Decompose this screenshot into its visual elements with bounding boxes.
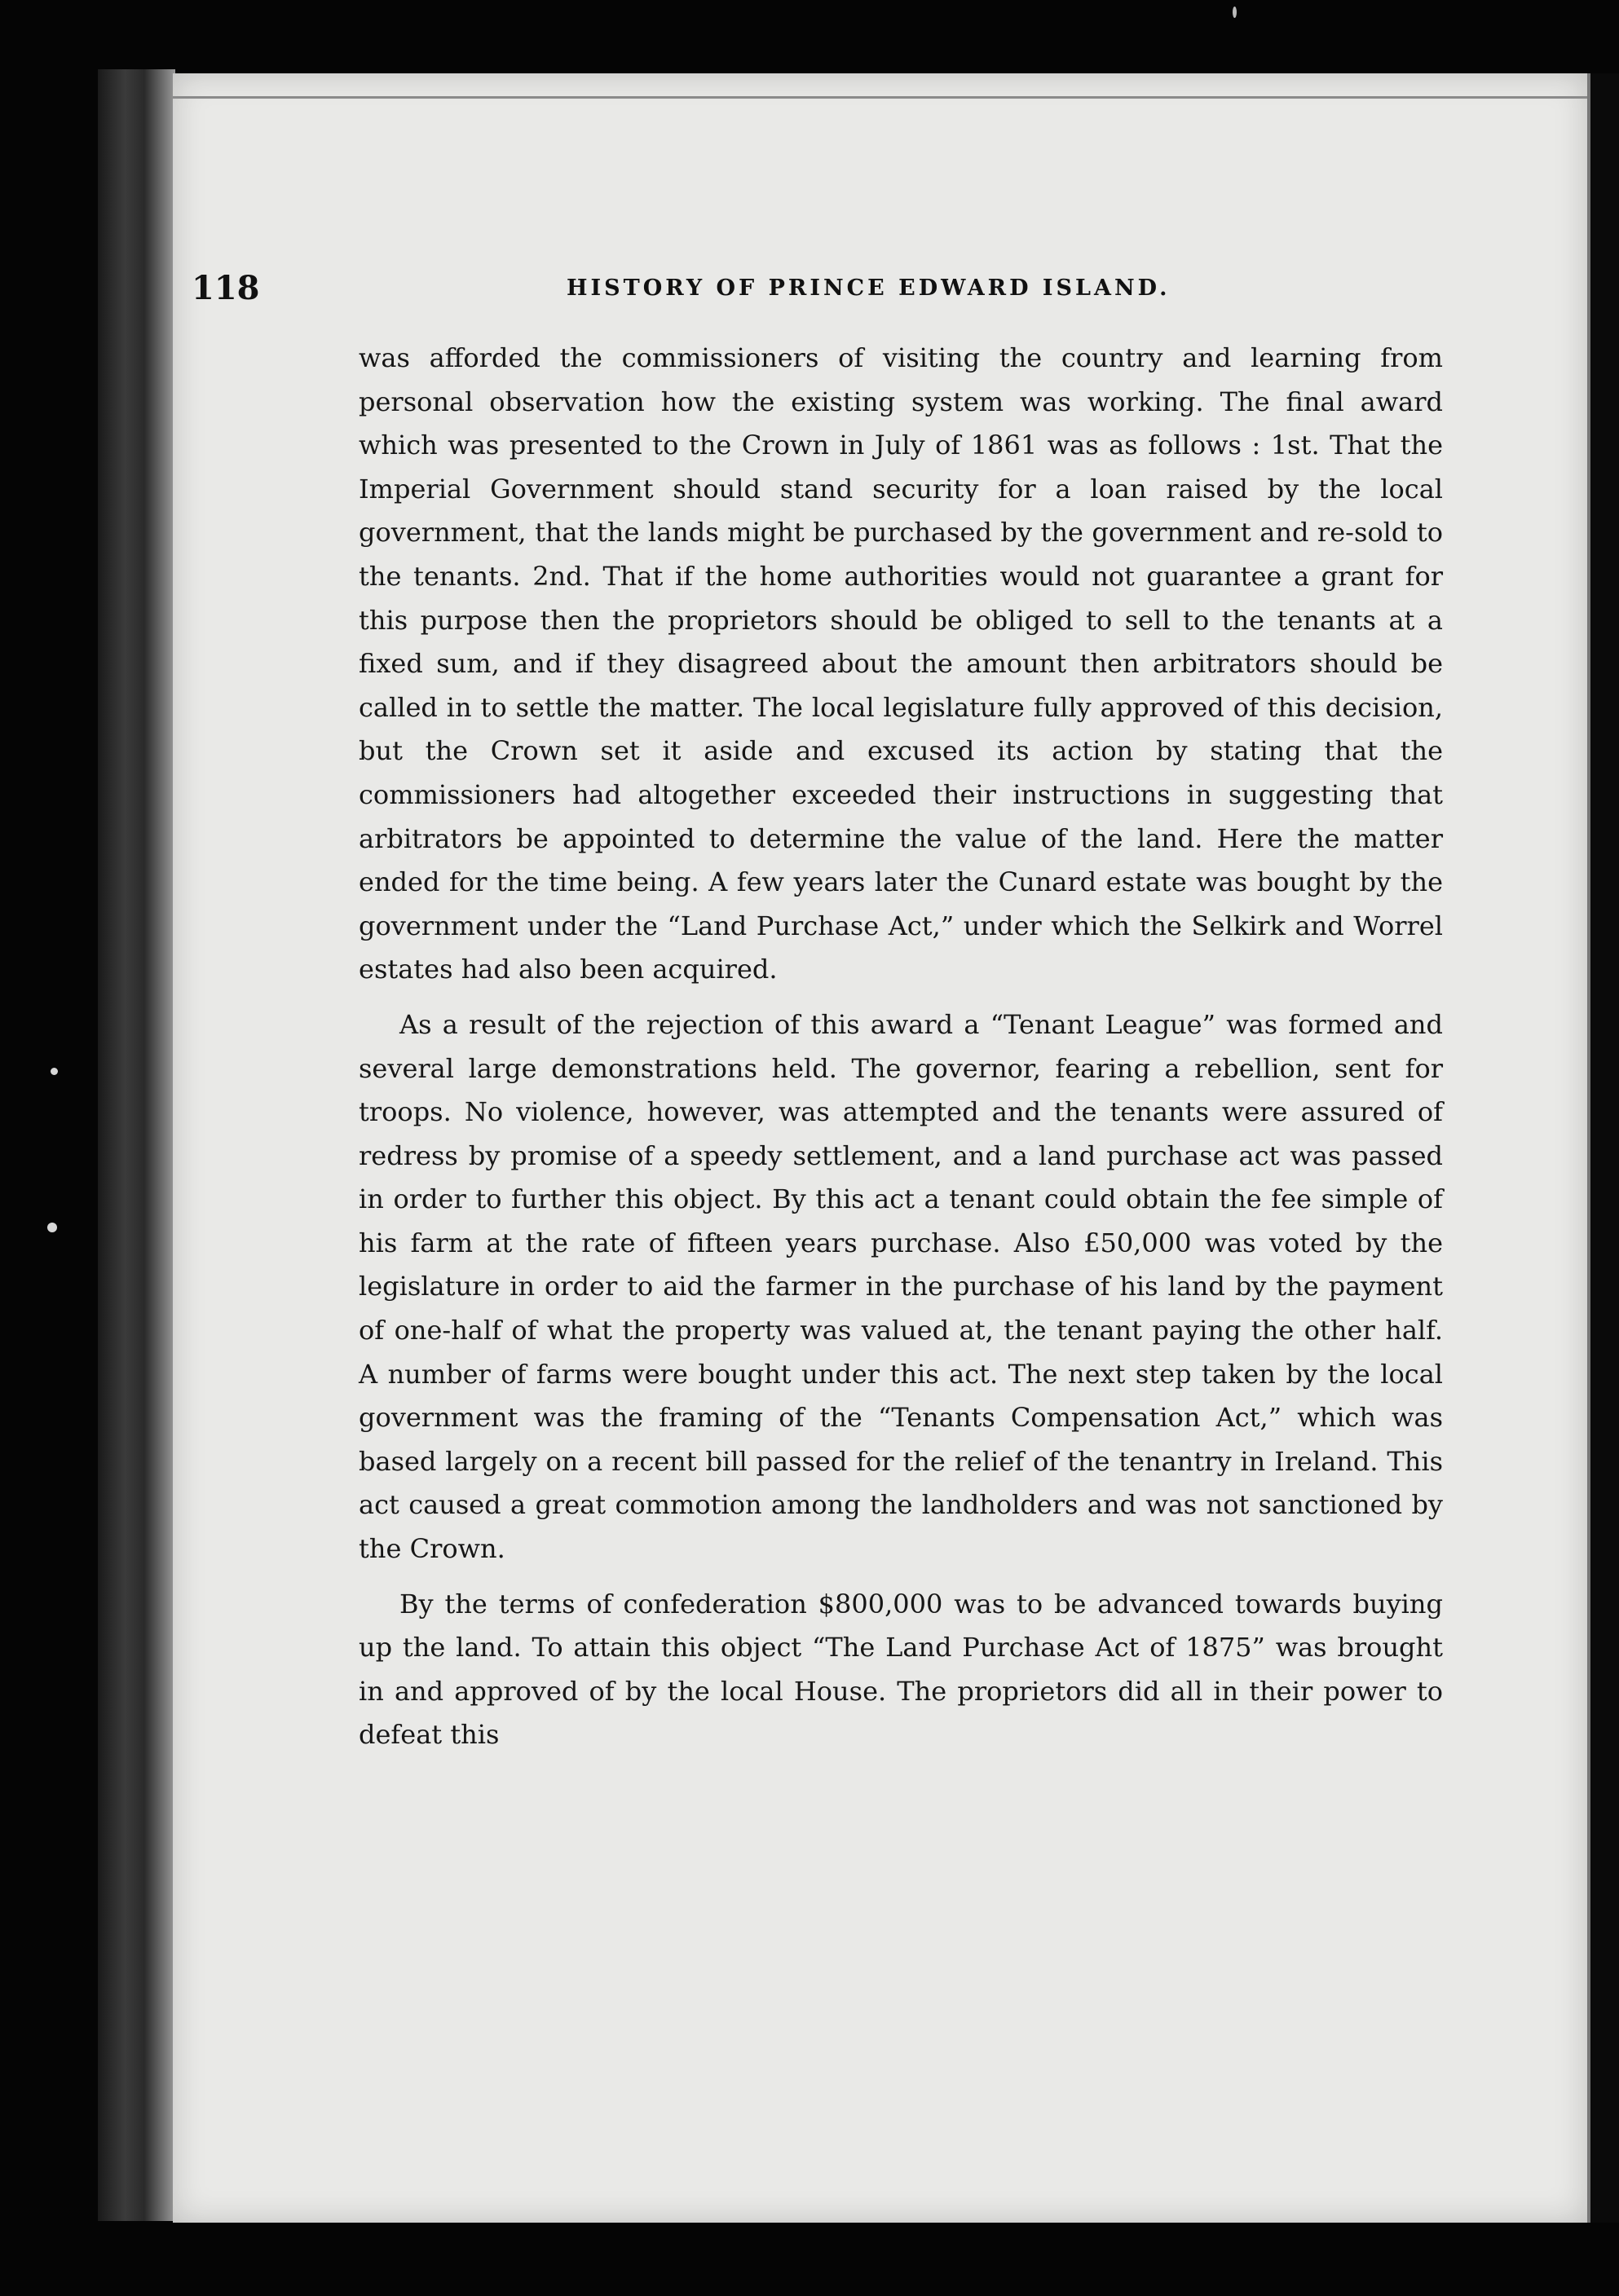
page-edge-line — [173, 96, 1587, 99]
book-binding-gutter — [98, 69, 175, 2221]
paragraph: By the terms of confederation $800,000 was to be advanced towards buying up the land. To attain this object “The Land Purchase Act of 1875” was brought in and approved of by the local House. The proprietors did all in their power to defeat this — [359, 1588, 1443, 1751]
page-right-edge — [1587, 73, 1619, 2223]
page-header — [192, 269, 1455, 318]
running-title: HISTORY OF PRINCE EDWARD ISLAND. — [567, 275, 1171, 301]
page-number: 118 — [192, 269, 260, 307]
paragraph: was afforded the commissioners of visiting the country and learning from personal observation how the existing system was working. The final award which was presented to the Crown in July of 1861 was as follows : 1st. That the Imperial Government should stand security for a loan raised by the local government, that the lands might be purchased by the government and re-sold to the tenants. 2nd. That if the home authorities would not guarantee a grant for this purpose then the proprietors should be obliged to sell to the tenants at a fixed sum, and if they disagreed about the amount then arbitrators should be called in to settle the matter. The local legislature fully approved of this decision, but the Crown set it aside and excused its action by stating that the commissioners had altogether exceeded their instructions in suggesting that arbitrators be appointed to determine the value of the land. Here the matter ended for the time being. A few years later the Cunard estate was bought by the government under the “Land Purchase Act,” under which the Selkirk and Worrel estates had also been acquired. — [359, 342, 1443, 985]
page-body — [359, 337, 1443, 1757]
paragraph: As a result of the rejection of this award a “Tenant League” was formed and several large demonstrations held. The governor, fearing a rebellion, sent for troops. No violence, however, was attempted and the tenants were assured of redress by promise of a speedy settlement, and a land purchase act was passed in order to further this object. By this act a tenant could obtain the fee simple of his farm at the rate of fifteen years purchase. Also £50,000 was voted by the legislature in order to aid the farmer in the purchase of his land by the payment of one-half of what the property was valued at, the tenant paying the other half. A number of farms were bought under this act. The next step taken by the local government was the framing of the “Tenants Compensation Act,” which was based largely on a recent bill passed for the relief of the tenantry in Ireland. This act caused a great commotion among the landholders and was not sanctioned by the Crown. — [359, 1008, 1443, 1565]
